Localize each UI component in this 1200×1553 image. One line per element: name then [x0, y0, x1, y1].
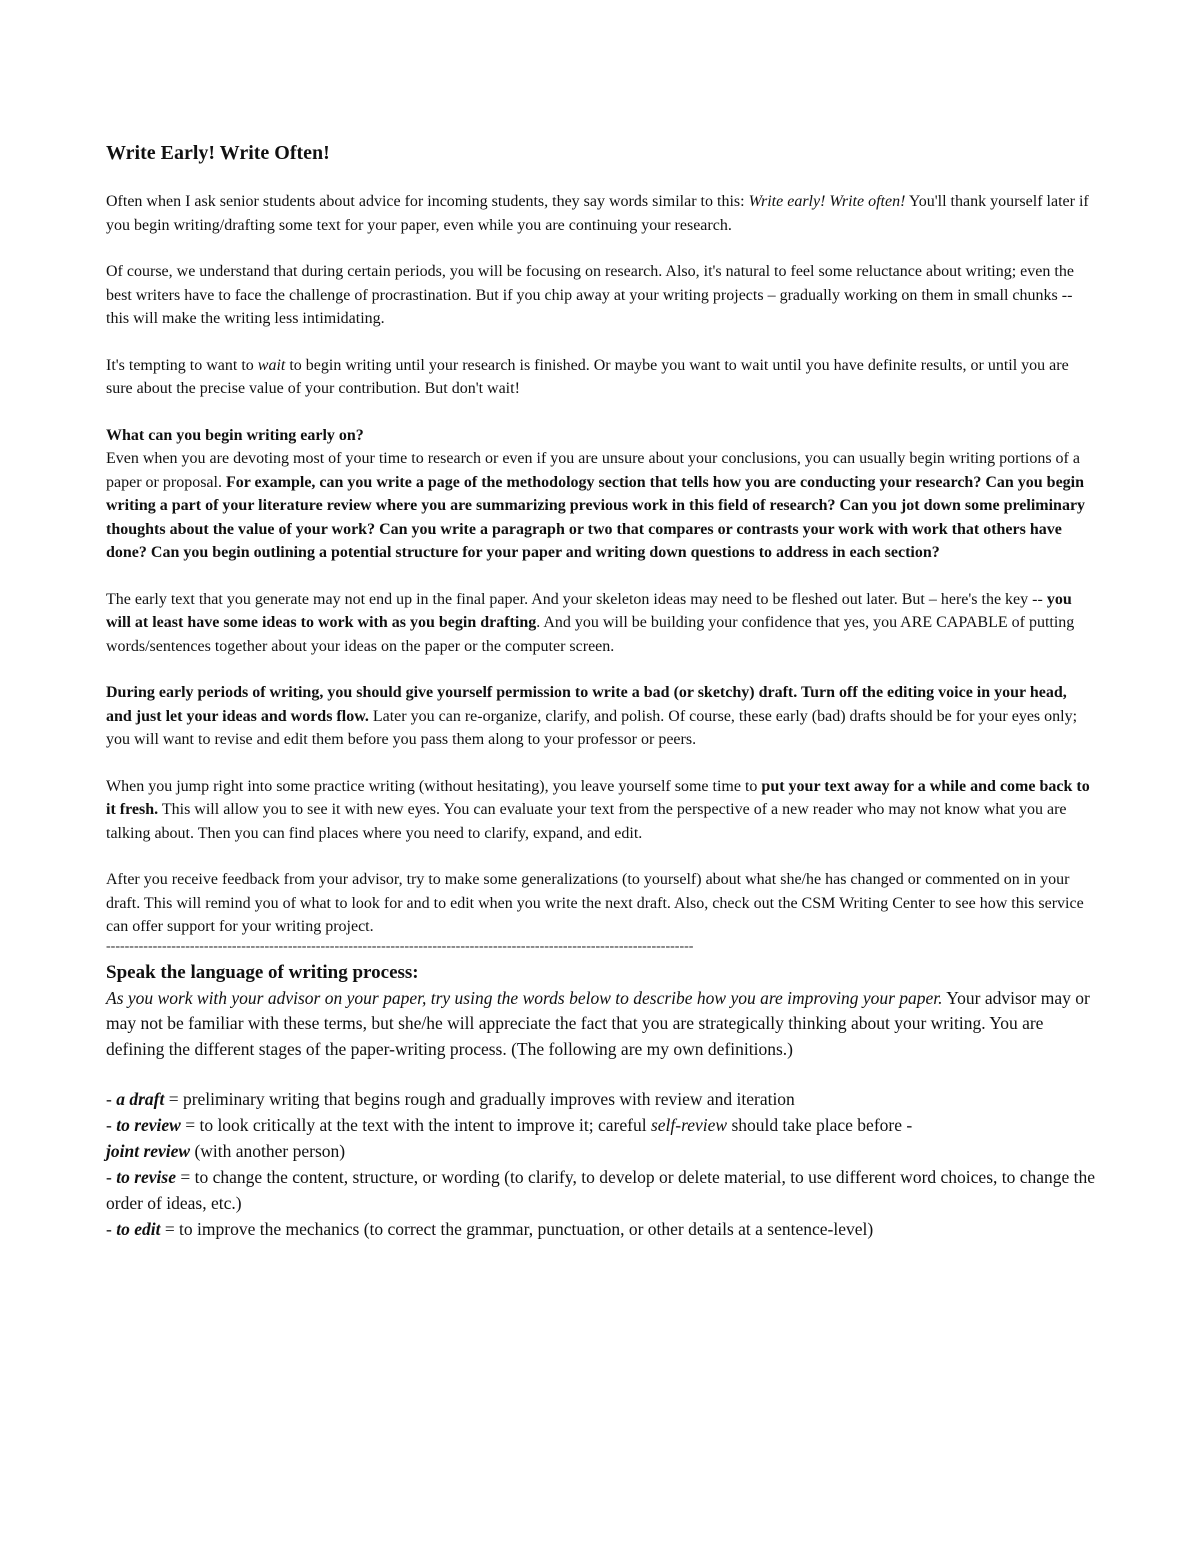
- paragraph-early-text: [106, 588, 1096, 659]
- dashed-divider: ------------------------------------------------------------------------------------------------------------------------------: [106, 939, 694, 954]
- wait-text-cont: to begin writing until your research is finished. Or maybe you want to wait until you have definite results, or until you are sure about the precise value of your contribution. But don't wait!: [106, 356, 1069, 397]
- page-title: Write Early! Write Often!: [106, 142, 330, 164]
- wait-emphasis: wait: [257, 356, 286, 374]
- def-review-text: = to look critically at the text with the intent to improve it; careful: [180, 1115, 651, 1135]
- definition-edit: [106, 1216, 1096, 1242]
- dash: -: [106, 1167, 117, 1187]
- section-title: Speak the language of writing process:: [106, 961, 419, 983]
- definition-review: [106, 1112, 1096, 1164]
- definition-draft: [106, 1086, 1096, 1112]
- def-revise-text: = to change the content, structure, or wording (to clarify, to develop or delete material, to use different word choices, to change the order of ideas, etc.): [106, 1167, 1096, 1213]
- intro-text-cont: You'll thank yourself later if you begin writing/drafting some text for your paper, even while you are continuing your research.: [106, 193, 1089, 234]
- term-joint-review: joint review: [106, 1141, 191, 1161]
- def-review-text2: should take place before -: [727, 1115, 913, 1135]
- subheading-begin-early: What can you begin writing early on?: [106, 426, 364, 444]
- term-edit: to edit: [116, 1219, 161, 1239]
- paragraph-feedback: After you receive feedback from your advisor, try to make some generalizations (to yourself) about what she/he has changed or commented on in your draft. This will remind you of what to look for and to edit when you write the next draft. Also, check out the CSM Writing Center to see how this service can offer support for your writing project.: [106, 871, 1084, 935]
- term-draft: a draft: [116, 1089, 165, 1109]
- practice-a: When you jump right into some practice writing (without hesitating), you leave yourself some time to: [106, 777, 762, 795]
- section-intro-rest: Your advisor may or may not be familiar with these terms, but she/he will appreciate the fact that you are strategically thinking about your writing. You are defining the different stages of the paper-writing process. (The following are my own definitions.): [106, 987, 1090, 1059]
- practice-c: This will allow you to see it with new eyes. You can evaluate your text from the perspective of a new reader who may not know what you are talking about. Then you can find places where you need to clarify, expand, and edit.: [106, 801, 1067, 842]
- early-text-c: . And you will be building your confidence that yes, you ARE CAPABLE of putting words/sentences together about your ideas on the paper or the computer screen.: [106, 614, 1075, 655]
- definition-revise: [106, 1164, 1096, 1216]
- dash: -: [106, 1219, 117, 1239]
- intro-quote: Write early! Write often!: [748, 193, 906, 210]
- def-edit-text: = to improve the mechanics (to correct the grammar, punctuation, or other details at a sentence-level): [160, 1219, 874, 1239]
- paragraph-bad-draft: [106, 681, 1096, 752]
- term-self-review: self-review: [650, 1115, 728, 1135]
- document-page: [106, 140, 1096, 1242]
- paragraph-begin-early: [106, 424, 1096, 565]
- definition-list: [106, 1086, 1096, 1242]
- def-draft-text: = preliminary writing that begins rough and gradually improves with review and iteration: [164, 1089, 795, 1109]
- early-text-key: you will at least have some ideas to work with as you begin drafting: [106, 590, 1072, 631]
- section-intro: [106, 986, 1096, 1063]
- early-text-a: The early text that you generate may not end up in the final paper. And your skeleton ideas may need to be fleshed out later. But – here's the key --: [106, 590, 1047, 608]
- dash: -: [106, 1089, 117, 1109]
- bad-draft-bold: During early periods of writing, you should give yourself permission to write a bad (or sketchy) draft. Turn off the editing voice in your head, and just let your ideas and words flow.: [106, 684, 1067, 725]
- bad-draft-text: Later you can re-organize, clarify, and polish. Of course, these early (bad) drafts should be for your eyes only; you will want to revise and edit them before you pass them along to your professor or peers.: [106, 707, 1078, 748]
- paragraph-practice: [106, 775, 1096, 846]
- practice-bold: put your text away for a while and come back to it fresh.: [106, 777, 1090, 818]
- term-review: to review: [116, 1115, 181, 1135]
- term-revise: to revise: [116, 1167, 176, 1187]
- intro-text: Often when I ask senior students about advice for incoming students, they say words similar to this:: [106, 193, 749, 210]
- def-review-text3: (with another person): [190, 1141, 346, 1161]
- wait-text: It's tempting to want to: [106, 356, 258, 374]
- section-writing-process: [106, 960, 1096, 1243]
- paragraph-procrastination: Of course, we understand that during certain periods, you will be focusing on research. Also, it's natural to feel some reluctance about writing; even the best writers have to face the challenge of procrastination. But if you chip away at your writing projects – gradually working on them in small chunks -- this will make the writing less intimidating.: [106, 263, 1074, 327]
- paragraph-intro: [106, 190, 1096, 237]
- begin-early-examples: For example, can you write a page of the methodology section that tells how you are conducting your research? Can you begin writing a part of your literature review where you are summarizing previous work in this field of research? Can you jot down some preliminary thoughts about the value of your work? Can you write a paragraph or two that compares or contrasts your work with work that others have done? Can you begin outlining a potential structure for your paper and writing down questions to address in each section?: [106, 473, 1086, 561]
- paragraph-wait: [106, 354, 1096, 401]
- section-intro-italic: As you work with your advisor on your paper, try using the words below to describe how you are improving your paper.: [106, 987, 943, 1008]
- dash: -: [106, 1115, 117, 1135]
- begin-early-text: Even when you are devoting most of your time to research or even if you are unsure about your conclusions, you can usually begin writing portions of a paper or proposal.: [106, 450, 1080, 491]
